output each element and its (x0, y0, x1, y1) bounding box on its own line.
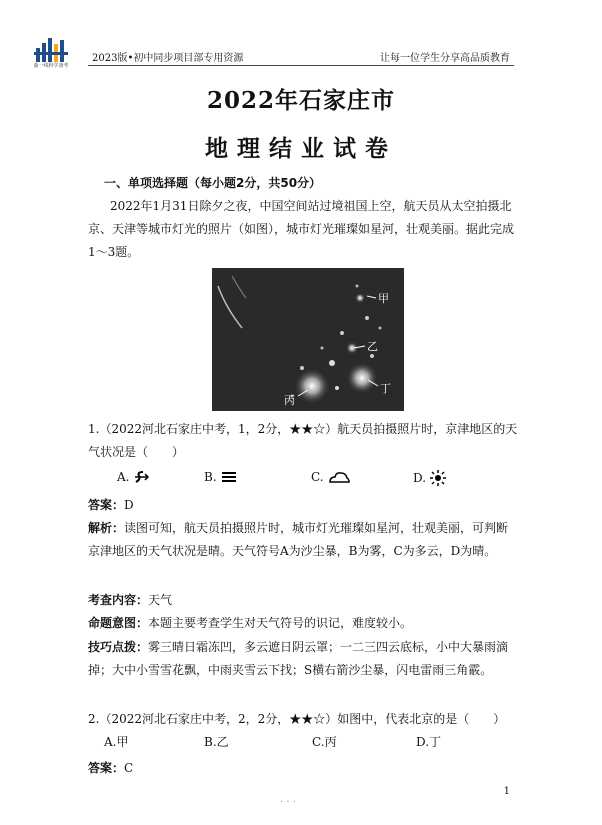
night-satellite-photo (212, 268, 404, 411)
question-2-stem: 2.（2022河北石家庄中考，2，2分，★★☆）如图中，代表北京的是（ ） (88, 712, 506, 726)
option-d: D.丁 (416, 735, 442, 749)
header-divider (88, 65, 514, 66)
photo-label-yi: 乙 (367, 340, 378, 353)
question-1-options (117, 470, 517, 492)
question-1-analysis: 解析：读图可知，航天员拍摄照片时，城市灯光璀璨如星河，壮观美丽，可判断京津地区的天气状况是晴。天气符号A为沙尘暴，B为雾，C为多云，D为晴。 (88, 521, 509, 558)
option-a: A. (117, 470, 149, 484)
option-d: D. (413, 470, 446, 486)
photo-label-jia: 甲 (378, 292, 389, 305)
photo-label-ding: 丁 (380, 382, 391, 395)
section-heading: 一、单项选择题（每小题2分，共50分） (104, 176, 322, 190)
sandstorm-icon (133, 470, 149, 484)
logo-caption: 曲一线科学备考 (33, 63, 69, 69)
question-1-intent: 命题意图：本题主要考查学生对天气符号的识记，难度较小。 (88, 616, 413, 630)
option-c: C.丙 (312, 735, 337, 749)
question-2-options (104, 733, 504, 755)
header-left-text: 2023版•初中同步项目部专用资源 (92, 53, 244, 64)
page-number: 1 (503, 786, 510, 797)
option-b: B. (204, 470, 237, 484)
fog-icon (221, 471, 237, 483)
option-b: B.乙 (204, 735, 229, 749)
question-1-stem: 1.（2022河北石家庄中考，1，2分，★★☆）航天员拍摄照片时，京津地区的天气状况是（ ） (88, 422, 518, 459)
page-title: 2022年石家庄市 (206, 87, 395, 114)
question-1-answer: 答案：D (88, 498, 134, 512)
photo-label-bing: 丙 (284, 394, 295, 407)
intro-paragraph: 2022年1月31日除夕之夜，中国空间站过境祖国上空，航天员从太空拍摄北京、天津等城市灯光的照片（如图），城市灯光璀璨如星河，壮观美丽。据此完成1～3题。 (88, 199, 515, 259)
cloudy-icon (328, 471, 350, 483)
page-subtitle: 地理结业试卷 (205, 135, 397, 162)
header-right-text: 让每一位学生分享高品质教育 (380, 53, 510, 64)
publisher-logo-icon (34, 34, 68, 64)
option-c: C. (311, 470, 350, 484)
footer-dots: · · · (280, 797, 296, 808)
question-1-topic: 考查内容：天气 (88, 593, 173, 607)
question-2-answer: 答案：C (88, 761, 134, 775)
sunny-icon (430, 470, 446, 486)
question-1-tip: 技巧点拨：雾三晴日霜冻凹，多云遮日阴云罩；一二三四云底标，小中大暴雨滴掉；大中小雪雪花飘，中雨夹雪云下找；S横右箭沙尘暴，闪电雷雨三角霰。 (88, 640, 509, 677)
option-a: A.甲 (104, 735, 129, 749)
